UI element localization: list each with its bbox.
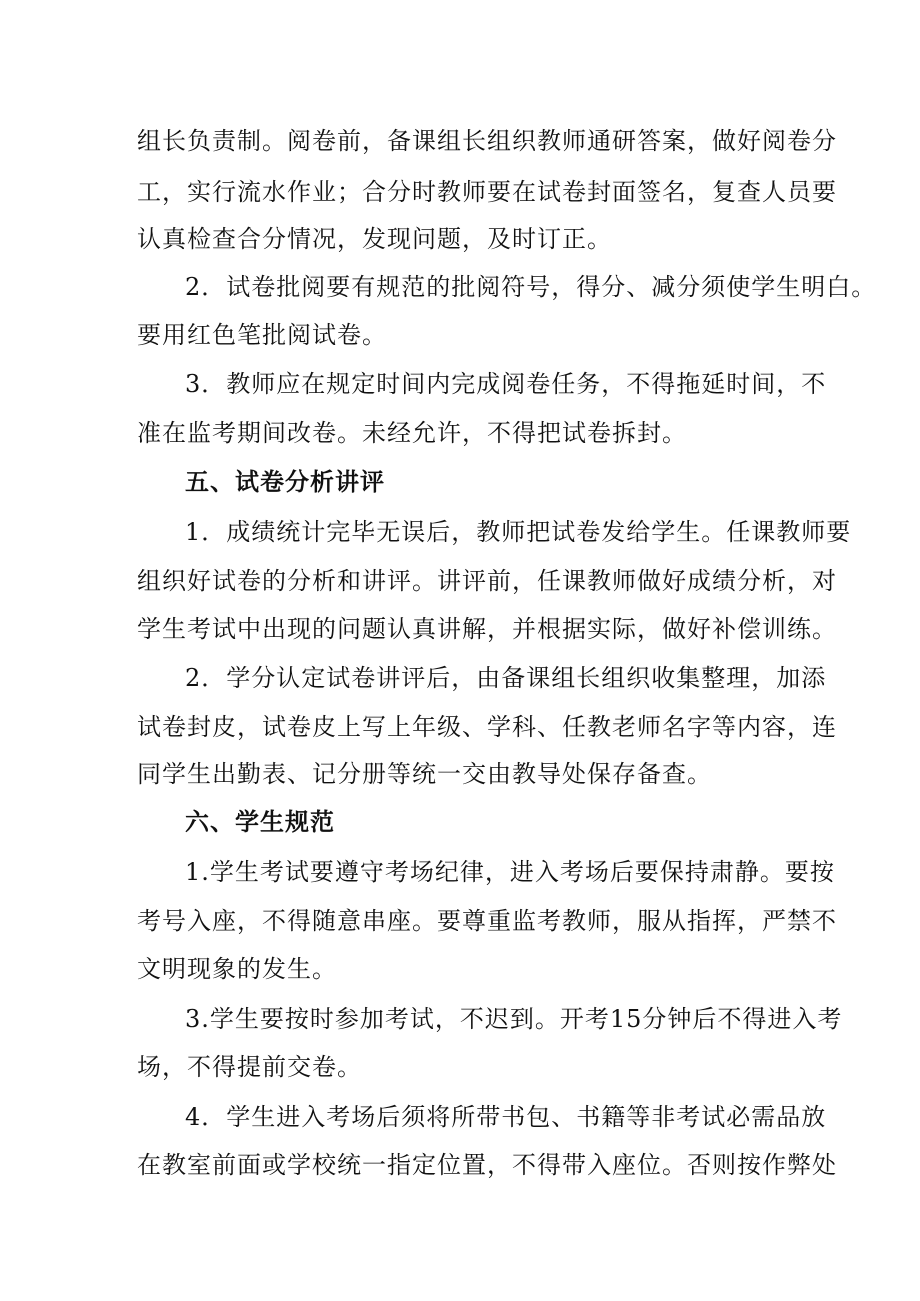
section-heading: 六、学生规范 bbox=[185, 808, 335, 836]
section-heading: 五、试卷分析讲评 bbox=[185, 468, 385, 496]
paragraph-line: 1．成绩统计完毕无误后，教师把试卷发给学生。任课教师要 bbox=[185, 518, 852, 546]
paragraph-line: 组长负责制。阅卷前，备课组长组织教师通研答案，做好阅卷分 bbox=[137, 127, 837, 155]
paragraph-line: 学生考试中出现的问题认真讲解，并根据实际，做好补偿训练。 bbox=[137, 615, 837, 643]
paragraph-line: 2．试卷批阅要有规范的批阅符号，得分、减分须使学生明白。 bbox=[185, 273, 877, 301]
paragraph-line: 试卷封皮，试卷皮上写上年级、学科、任教老师名字等内容，连 bbox=[137, 713, 837, 741]
paragraph-line: 在教室前面或学校统一指定位置，不得带入座位。否则按作弊处 bbox=[137, 1151, 837, 1179]
paragraph-line: 认真检查合分情况，发现问题，及时订正。 bbox=[137, 225, 612, 253]
paragraph-line: 3．教师应在规定时间内完成阅卷任务，不得拖延时间，不 bbox=[185, 370, 827, 398]
paragraph-line: 考号入座，不得随意串座。要尊重监考教师，服从指挥，严禁不 bbox=[137, 907, 837, 935]
paragraph-line: 2．学分认定试卷讲评后，由备课组长组织收集整理，加添 bbox=[185, 664, 827, 692]
paragraph-line: 1.学生考试要遵守考场纪律，进入考场后要保持肃静。要按 bbox=[185, 858, 835, 886]
paragraph-line: 同学生出勤表、记分册等统一交由教导处保存备查。 bbox=[137, 760, 712, 788]
paragraph-line: 场，不得提前交卷。 bbox=[137, 1053, 362, 1081]
paragraph-line: 3.学生要按时参加考试，不迟到。开考15分钟后不得进入考 bbox=[185, 1005, 843, 1033]
paragraph-line: 组织好试卷的分析和讲评。讲评前，任课教师做好成绩分析，对 bbox=[137, 567, 837, 595]
paragraph-line: 文明现象的发生。 bbox=[137, 955, 337, 983]
paragraph-line: 要用红色笔批阅试卷。 bbox=[137, 321, 387, 349]
paragraph-line: 4．学生进入考场后须将所带书包、书籍等非考试必需品放 bbox=[185, 1103, 827, 1131]
paragraph-line: 准在监考期间改卷。未经允许，不得把试卷拆封。 bbox=[137, 419, 687, 447]
paragraph-line: 工，实行流水作业；合分时教师要在试卷封面签名，复查人员要 bbox=[137, 178, 837, 206]
